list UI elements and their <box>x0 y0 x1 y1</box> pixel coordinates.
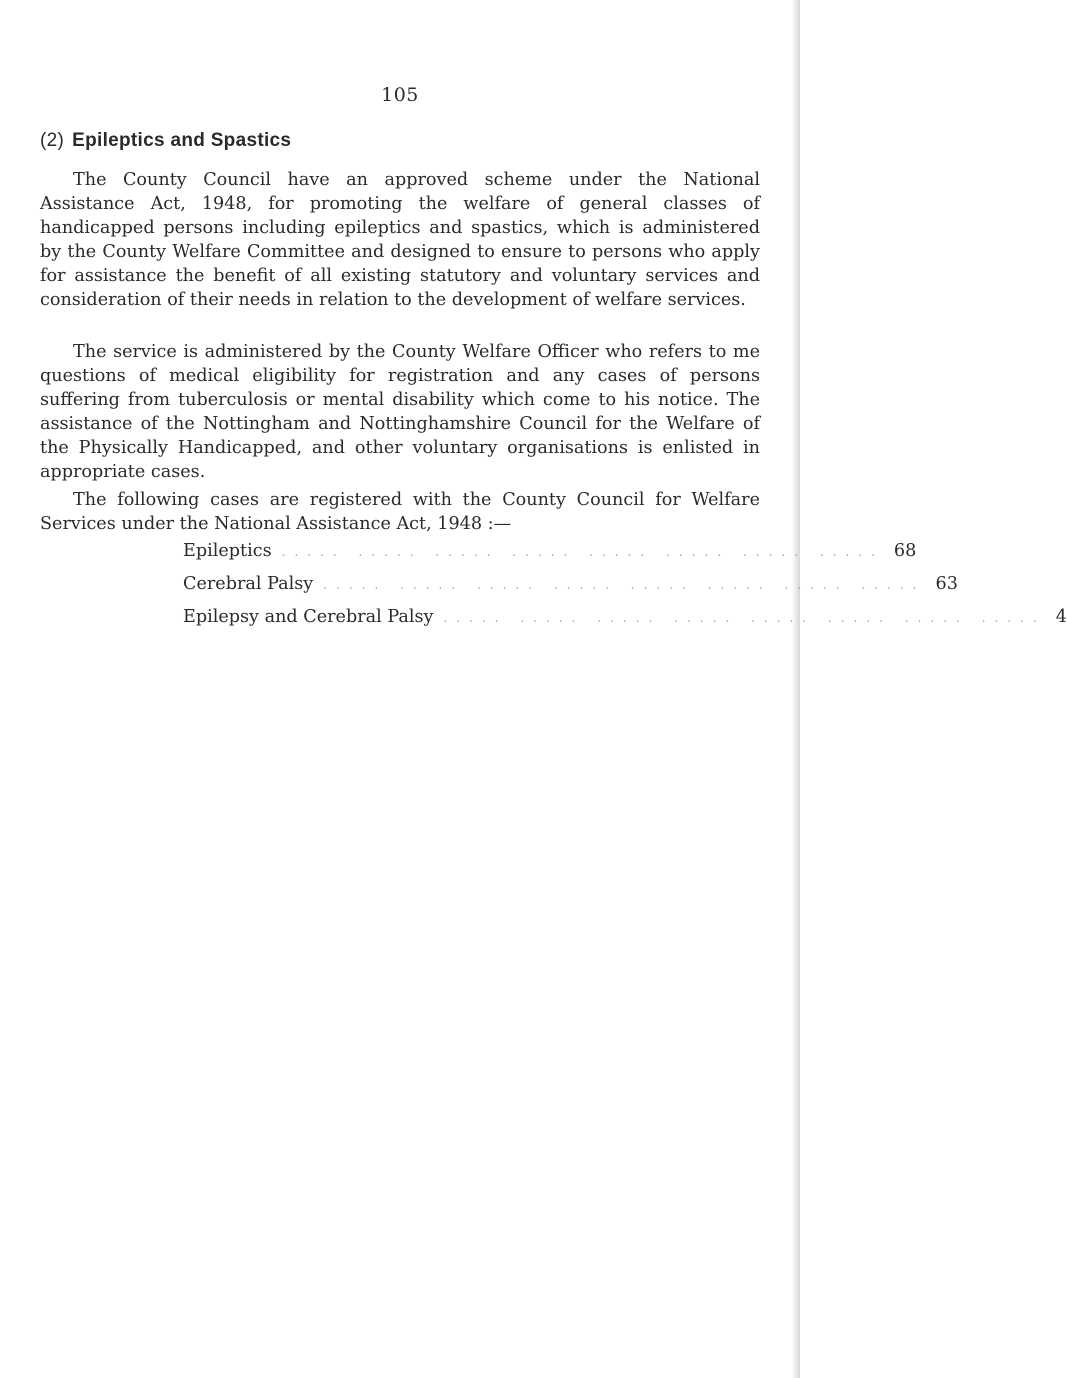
case-value: 68 <box>893 541 917 561</box>
registered-cases-list <box>183 541 1067 640</box>
section-heading <box>40 130 291 152</box>
paragraph-registered-intro: The following cases are registered with the County Council for Welfare Services under the National Assistance Act, 1948 :— <box>40 490 760 534</box>
page-edge-shadow <box>792 0 800 1378</box>
case-row-cerebral-palsy <box>183 574 958 607</box>
section-title: Epileptics and Spastics <box>72 130 292 151</box>
case-row-epilepsy-and-cerebral-palsy <box>183 607 1067 640</box>
leader-dots: ..... ..... ..... ..... ..... ..... ..... ..... <box>281 545 884 559</box>
paragraph-administration: The service is administered by the County Welfare Officer who refers to me questions of medical eligibility for registration and any cases of persons suffering from tuberculosis or mental disability which come to his notice. The assistance of the Nottingham and Nottinghamshire Council for the Welfare of the Physically Handicapped, and other voluntary organisations is enlisted in appropriate cases. <box>40 342 760 482</box>
case-row-epileptics <box>183 541 917 574</box>
case-label: Cerebral Palsy <box>183 574 314 594</box>
case-value: 63 <box>935 574 958 594</box>
paragraph-scheme: The County Council have an approved scheme under the National Assistance Act, 1948, for promoting the welfare of general classes of handicapped persons including epileptics and spastics, which is administered by the County Welfare Committee and designed to ensure to persons who apply for assistance the benefit of all existing statutory and voluntary services and consideration of their needs in relation to the development of welfare services. <box>40 170 760 310</box>
leader-dots: ..... ..... ..... ..... ..... ..... ..... ..... <box>443 611 1046 625</box>
case-label: Epileptics <box>183 541 272 561</box>
section-number: (2) <box>40 130 65 151</box>
leader-dots: ..... ..... ..... ..... ..... ..... ..... ..... <box>323 578 926 592</box>
case-label: Epilepsy and Cerebral Palsy <box>183 607 434 627</box>
case-value: 4 <box>1055 607 1067 627</box>
page-number: 105 <box>381 84 419 106</box>
